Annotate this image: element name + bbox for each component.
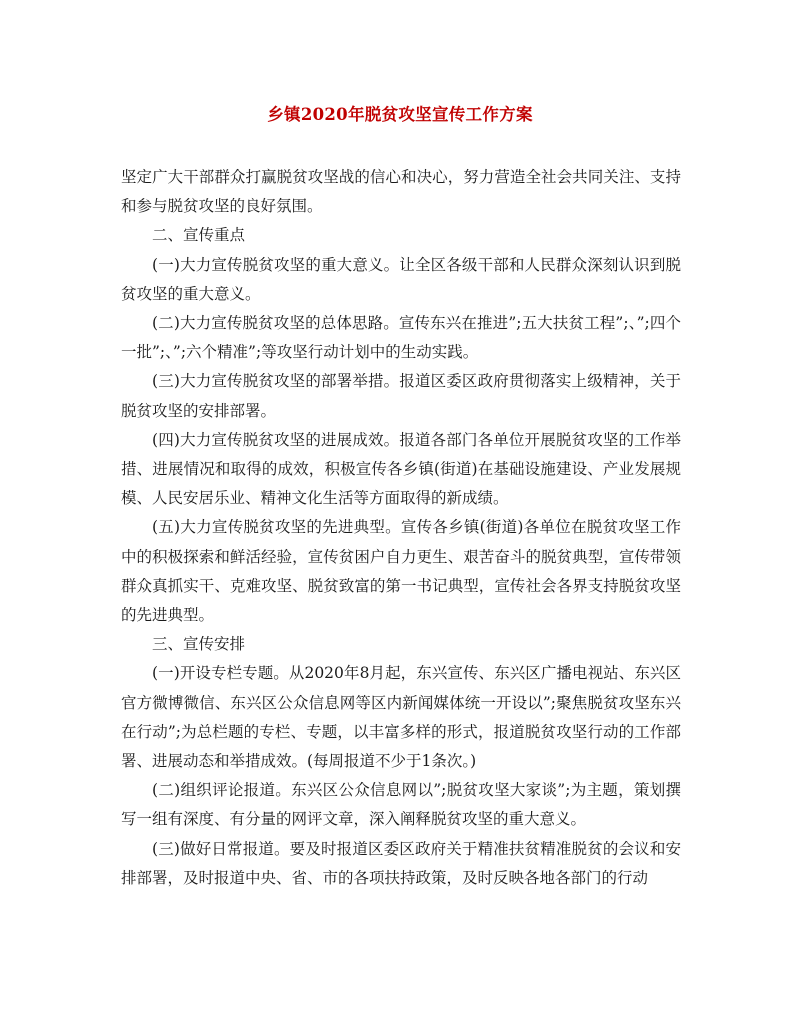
paragraph-arrangement-3: (三)做好日常报道。要及时报道区委区政府关于精准扶贫精准脱贫的会议和安排部署，及时报道中央、省、市的各项扶持政策，及时反映各地各部门的行动: [121, 839, 681, 887]
paragraph-arrangement-2: (二)组织评论报道。东兴区公众信息网以”;脱贫攻坚大家谈”;为主题，策划撰写一组有深度、有分量的网评文章，深入阐释脱贫攻坚的重大意义。: [121, 781, 681, 829]
paragraph-focus-5: (五)大力宣传脱贫攻坚的先进典型。宣传各乡镇(街道)各单位在脱贫攻坚工作中的积极探索和鲜活经验，宣传贫困户自力更生、艰苦奋斗的脱贫典型，宣传带领群众真抓实干、克难攻坚、脱贫致富的第一书记典型，宣传社会各界支持脱贫攻坚的先进典型。: [121, 518, 681, 625]
paragraph-focus-3: (三)大力宣传脱贫攻坚的部署举措。报道区委区政府贯彻落实上级精神，关于脱贫攻坚的安排部署。: [121, 372, 681, 420]
section-heading-publicity-focus: 二、宣传重点: [152, 226, 246, 245]
document-body: [121, 163, 681, 893]
document-title: 乡镇2020年脱贫攻坚宣传工作方案: [267, 105, 533, 124]
section-heading-publicity-arrangement: 三、宣传安排: [152, 635, 246, 654]
paragraph-focus-2: (二)大力宣传脱贫攻坚的总体思路。宣传东兴在推进”;五大扶贫工程”;、”;四个一批”;、”;六个精准”;等攻坚行动计划中的生动实践。: [121, 314, 681, 362]
paragraph-focus-1: (一)大力宣传脱贫攻坚的重大意义。让全区各级干部和人民群众深刻认识到脱贫攻坚的重大意义。: [121, 255, 681, 303]
paragraph-arrangement-1: (一)开设专栏专题。从2020年8月起，东兴宣传、东兴区广播电视站、东兴区官方微博微信、东兴区公众信息网等区内新闻媒体统一开设以”;聚焦脱贫攻坚东兴在行动”;为总栏题的专栏、专题，以丰富多样的形式，报道脱贫攻坚行动的工作部署、进展动态和举措成效。(每周报道不少于1条次。): [121, 664, 681, 771]
paragraph-focus-4: (四)大力宣传脱贫攻坚的进展成效。报道各部门各单位开展脱贫攻坚的工作举措、进展情况和取得的成效，积极宣传各乡镇(街道)在基础设施建设、产业发展规模、人民安居乐业、精神文化生活等方面取得的新成绩。: [121, 430, 681, 508]
paragraph-intro: 坚定广大干部群众打赢脱贫攻坚战的信心和决心，努力营造全社会共同关注、支持和参与脱贫攻坚的良好氛围。: [121, 168, 681, 216]
